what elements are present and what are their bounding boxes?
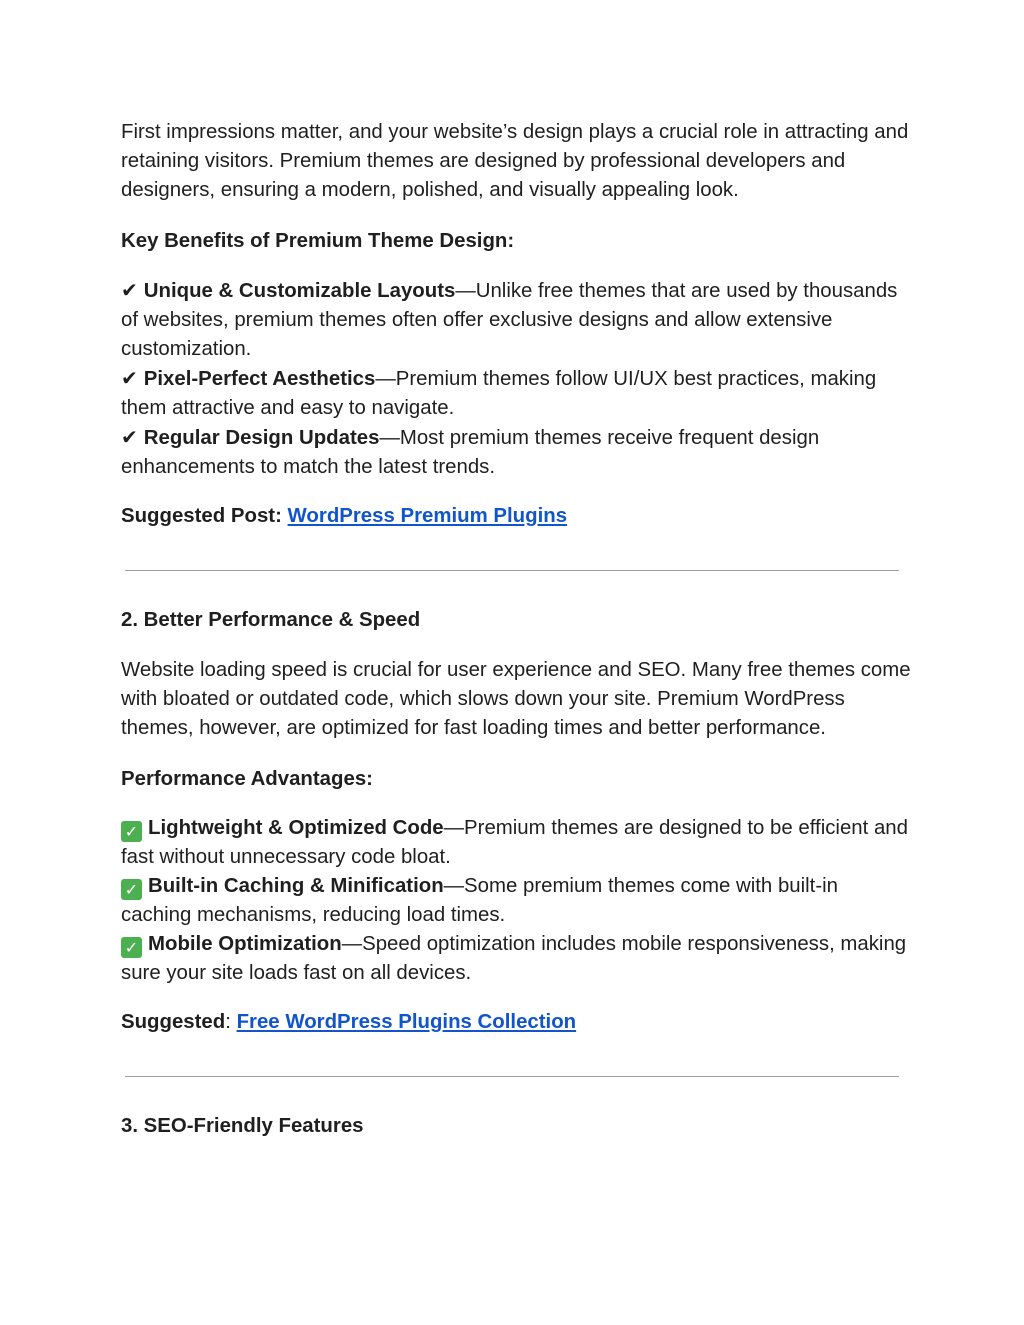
list-item [121, 930, 911, 988]
list-item-title: Lightweight & Optimized Code [148, 817, 444, 839]
list-item-title: Mobile Optimization [148, 933, 342, 955]
section-heading-seo: 3. SEO-Friendly Features [121, 1115, 364, 1137]
list-item [121, 872, 911, 930]
check-box-icon: ✓ [121, 937, 142, 958]
suggested-separator: : [225, 1011, 237, 1033]
divider [125, 570, 899, 571]
list-item [121, 423, 911, 482]
list-item-text: —Some premium themes come with built-in caching mechanisms, reducing load times. [121, 875, 839, 926]
suggested-post-link[interactable]: WordPress Premium Plugins [287, 505, 568, 527]
checkmark-icon: ✔ [121, 425, 138, 449]
checkmark-icon: ✔ [121, 278, 138, 302]
list-item-text: —Unlike free themes that are used by thousands of websites, premium themes often offer exclusive designs and allow extensive customization. [121, 280, 898, 360]
list-item-text: —Most premium themes receive frequent design enhancements to match the latest trends. [121, 427, 820, 478]
performance-advantages-list [121, 814, 911, 988]
document-page [121, 118, 911, 1162]
list-item-title: Pixel-Perfect Aesthetics [143, 368, 376, 390]
suggested-post-label: Suggested Post: [121, 505, 282, 527]
suggested-label: Suggested [121, 1011, 226, 1033]
list-item-text: —Premium themes are designed to be efficient and fast without unnecessary code bloat. [121, 817, 908, 868]
divider [125, 1076, 899, 1077]
list-item-title: Built-in Caching & Minification [148, 875, 444, 897]
intro-paragraph: First impressions matter, and your website’s design plays a crucial role in attracting and retaining visitors. Premium themes are designed by professional developers and designers, ensuring a modern, polished, and visually appealing look. [121, 121, 909, 201]
design-benefits-list [121, 276, 911, 482]
checkmark-icon: ✔ [121, 366, 138, 390]
section-heading-performance: 2. Better Performance & Speed [121, 609, 421, 631]
performance-advantages-heading: Performance Advantages: [121, 768, 373, 790]
suggested-collection-link[interactable]: Free WordPress Plugins Collection [236, 1011, 577, 1033]
list-item-text: —Premium themes follow UI/UX best practices, making them attractive and easy to navigate. [121, 368, 877, 419]
suggested-post [121, 502, 911, 531]
list-item [121, 364, 911, 423]
list-item [121, 276, 911, 364]
design-benefits-heading: Key Benefits of Premium Theme Design: [121, 230, 515, 252]
check-box-icon: ✓ [121, 821, 142, 842]
list-item-title: Regular Design Updates [143, 427, 380, 449]
check-box-icon: ✓ [121, 879, 142, 900]
suggested-collection [121, 1008, 911, 1037]
performance-paragraph: Website loading speed is crucial for user experience and SEO. Many free themes come with bloated or outdated code, which slows down your site. Premium WordPress themes, however, are optimized for fast loading times and better performance. [121, 659, 911, 739]
list-item-text: —Speed optimization includes mobile responsiveness, making sure your site loads fast on all devices. [121, 933, 907, 984]
list-item-title: Unique & Customizable Layouts [143, 280, 456, 302]
list-item [121, 814, 911, 872]
